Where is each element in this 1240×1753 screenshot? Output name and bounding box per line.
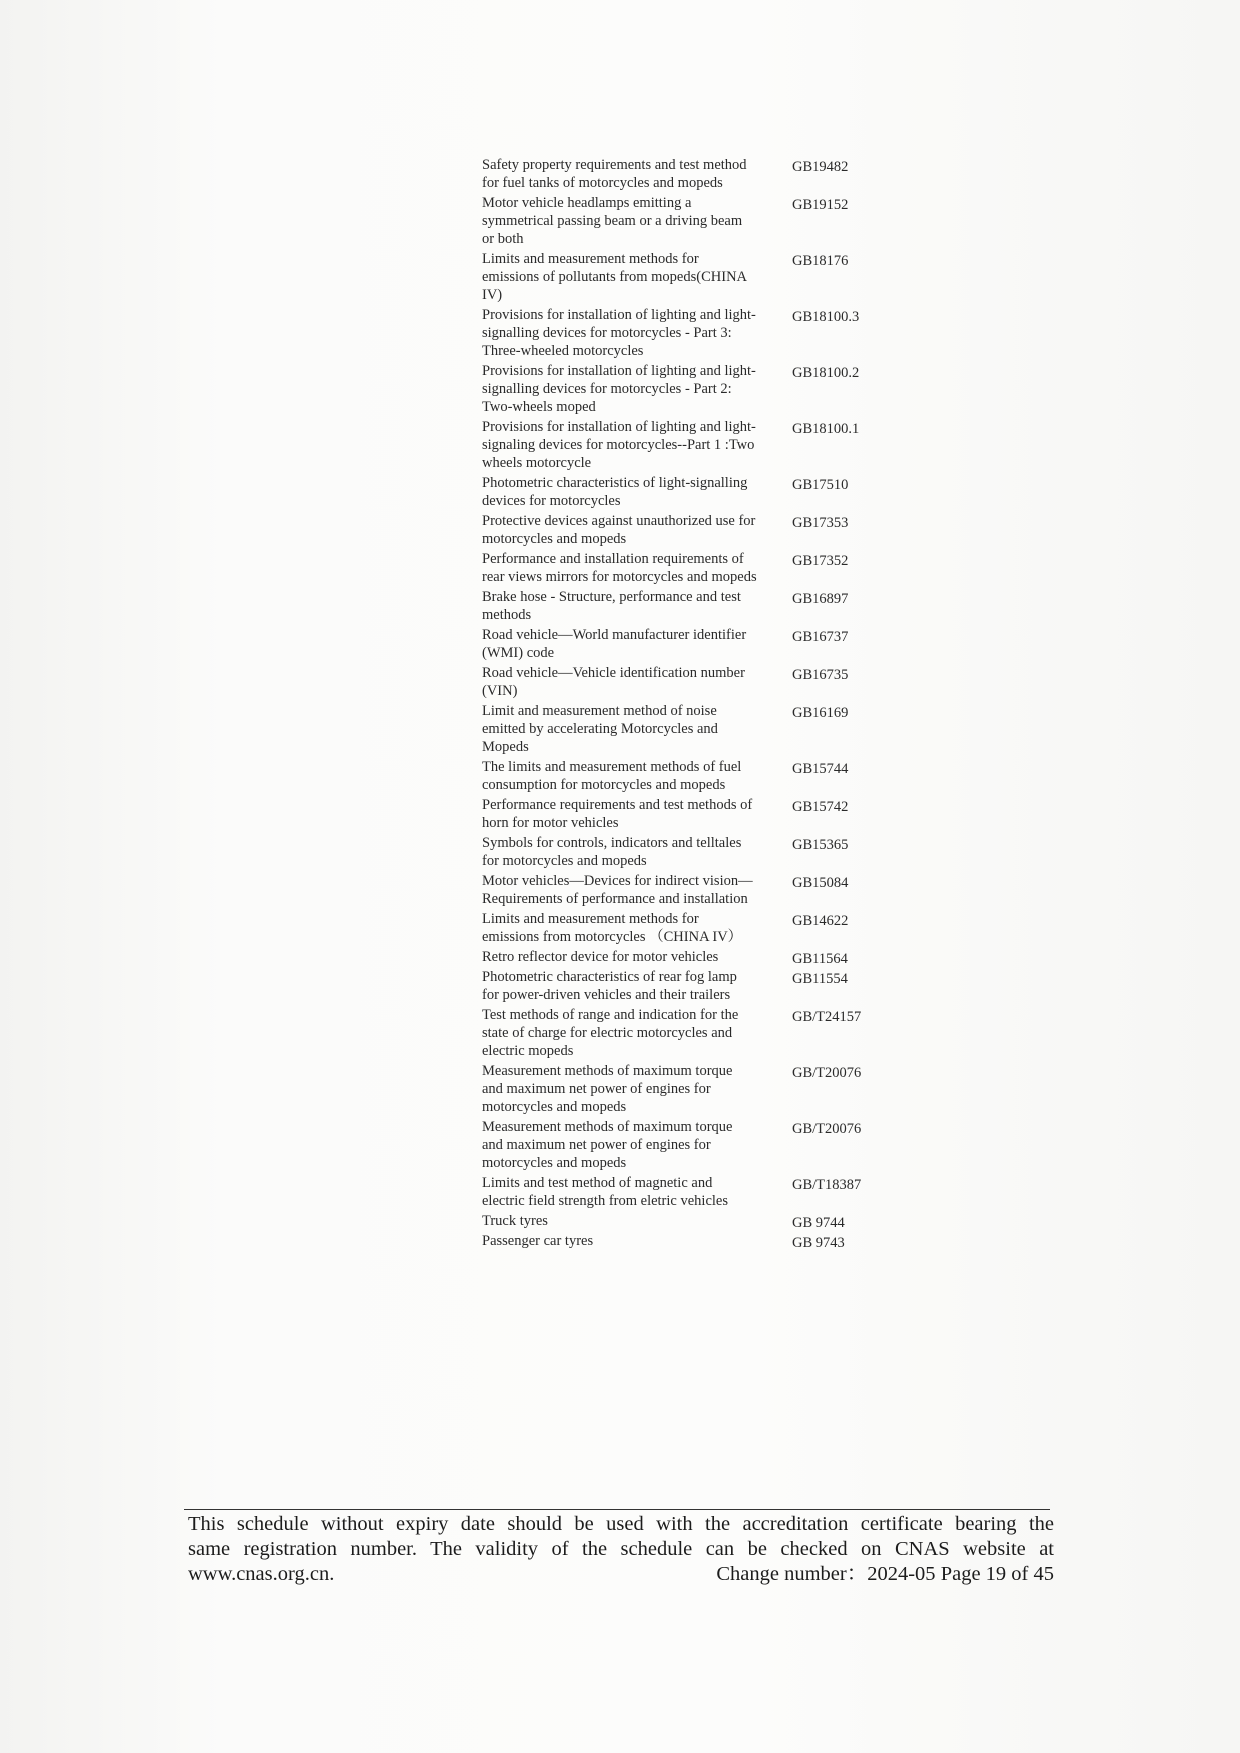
table-row: [482, 702, 902, 758]
standard-code: GB19482: [792, 159, 849, 175]
footer-website: www.cnas.org.cn.: [188, 1563, 335, 1585]
standard-code: GB18100.1: [792, 421, 860, 437]
table-row: [482, 588, 902, 626]
standard-code: GB17352: [792, 553, 849, 569]
table-row: [482, 968, 902, 1006]
footer-change-info: [716, 1562, 1054, 1587]
standard-title: Road vehicle—World manufacturer identifier (WMI) code: [482, 627, 747, 661]
standard-title: Provisions for installation of lighting and light-signalling devices for motorcycles - Part 3: Three-wheeled motorcycles: [482, 307, 756, 359]
standard-title: Limit and measurement method of noise emitted by accelerating Motorcycles and Mopeds: [482, 703, 718, 755]
standard-code: GB15084: [792, 875, 849, 891]
standard-title: Passenger car tyres: [482, 1233, 594, 1249]
standard-code: GB18176: [792, 253, 849, 269]
standard-code: GB/T20076: [792, 1065, 862, 1081]
footer-line-3: [188, 1562, 1054, 1587]
table-row: [482, 250, 902, 306]
standard-code: GB16897: [792, 591, 849, 607]
table-row: [482, 418, 902, 474]
table-row: [482, 512, 902, 550]
standard-code: GB11564: [792, 951, 848, 967]
standard-title: Limits and test method of magnetic and electric field strength from eletric vehicles: [482, 1175, 728, 1209]
table-row: [482, 1118, 902, 1174]
table-row: [482, 872, 902, 910]
standard-code: GB/T20076: [792, 1121, 862, 1137]
standard-title: Test methods of range and indication for the state of charge for electric motorcycles and electric mopeds: [482, 1007, 739, 1059]
page-number: Page 19 of 45: [940, 1563, 1054, 1585]
standard-code: GB19152: [792, 197, 849, 213]
standard-code: GB17353: [792, 515, 849, 531]
footer-divider: [184, 1509, 1050, 1510]
standard-title: Brake hose - Structure, performance and test methods: [482, 589, 741, 623]
table-row: [482, 1006, 902, 1062]
standard-title: Safety property requirements and test method for fuel tanks of motorcycles and mopeds: [482, 157, 747, 191]
standard-title: Provisions for installation of lighting and light-signaling devices for motorcycles--Part 1 :Two wheels motorcycle: [482, 419, 756, 471]
standard-title: Symbols for controls, indicators and telltales for motorcycles and mopeds: [482, 835, 742, 869]
table-row: [482, 948, 902, 968]
table-row: [482, 474, 902, 512]
standard-title: Photometric characteristics of rear fog lamp for power-driven vehicles and their trailers: [482, 969, 737, 1003]
footer-line-1: This schedule without expiry date should be used with the accreditation certificate bearing the: [188, 1513, 1054, 1535]
standard-code: GB11554: [792, 971, 848, 987]
table-row: [482, 664, 902, 702]
table-row: [482, 362, 902, 418]
standard-title: Motor vehicle headlamps emitting a symmetrical passing beam or a driving beam or both: [482, 195, 743, 247]
standards-table-body: [482, 156, 902, 1252]
table-row: [482, 1232, 902, 1252]
standard-code: GB16735: [792, 667, 849, 683]
table-row: [482, 1062, 902, 1118]
standard-title: Road vehicle—Vehicle identification number (VIN): [482, 665, 745, 699]
table-row: [482, 834, 902, 872]
standard-title: Truck tyres: [482, 1213, 548, 1229]
standard-code: GB/T24157: [792, 1009, 862, 1025]
change-number: 2024-05: [867, 1563, 936, 1585]
standard-title: The limits and measurement methods of fuel consumption for motorcycles and mopeds: [482, 759, 742, 793]
change-number-label: Change number：: [716, 1563, 868, 1585]
standard-code: GB15742: [792, 799, 849, 815]
standard-code: GB17510: [792, 477, 849, 493]
standard-code: GB18100.2: [792, 365, 860, 381]
standard-title: Photometric characteristics of light-signalling devices for motorcycles: [482, 475, 748, 509]
table-row: [482, 910, 902, 948]
standard-code: GB 9743: [792, 1235, 845, 1251]
table-row: [482, 156, 902, 194]
standard-title: Performance requirements and test methods of horn for motor vehicles: [482, 797, 753, 831]
standard-code: GB16737: [792, 629, 849, 645]
standard-title: Limits and measurement methods for emissions from motorcycles （CHINA IV）: [482, 911, 743, 945]
table-row: [482, 306, 902, 362]
table-row: [482, 1212, 902, 1232]
standard-code: GB16169: [792, 705, 849, 721]
standard-code: GB/T18387: [792, 1177, 862, 1193]
standard-title: Provisions for installation of lighting and light-signalling devices for motorcycles - Part 2: Two-wheels moped: [482, 363, 756, 415]
standard-title: Measurement methods of maximum torque and maximum net power of engines for motorcycles and mopeds: [482, 1063, 733, 1115]
footer-line-2: same registration number. The validity of the schedule can be checked on CNAS website at: [188, 1538, 1054, 1560]
table-row: [482, 1174, 902, 1212]
table-row: [482, 550, 902, 588]
standard-code: GB14622: [792, 913, 849, 929]
standard-title: Retro reflector device for motor vehicles: [482, 949, 719, 965]
standard-title: Protective devices against unauthorized use for motorcycles and mopeds: [482, 513, 756, 547]
standard-title: Measurement methods of maximum torque and maximum net power of engines for motorcycles and mopeds: [482, 1119, 733, 1171]
table-row: [482, 758, 902, 796]
standard-title: Performance and installation requirements of rear views mirrors for motorcycles and mopeds: [482, 551, 757, 585]
standard-title: Limits and measurement methods for emissions of pollutants from mopeds(CHINA IV): [482, 251, 747, 303]
standard-code: GB 9744: [792, 1215, 845, 1231]
table-row: [482, 796, 902, 834]
standard-code: GB15744: [792, 761, 849, 777]
standard-code: GB15365: [792, 837, 849, 853]
footer-note: [188, 1512, 1054, 1587]
standard-title: Motor vehicles—Devices for indirect vision—Requirements of performance and installation: [482, 873, 753, 907]
standard-code: GB18100.3: [792, 309, 860, 325]
table-row: [482, 626, 902, 664]
table-row: [482, 194, 902, 250]
standards-table: [482, 156, 902, 1252]
